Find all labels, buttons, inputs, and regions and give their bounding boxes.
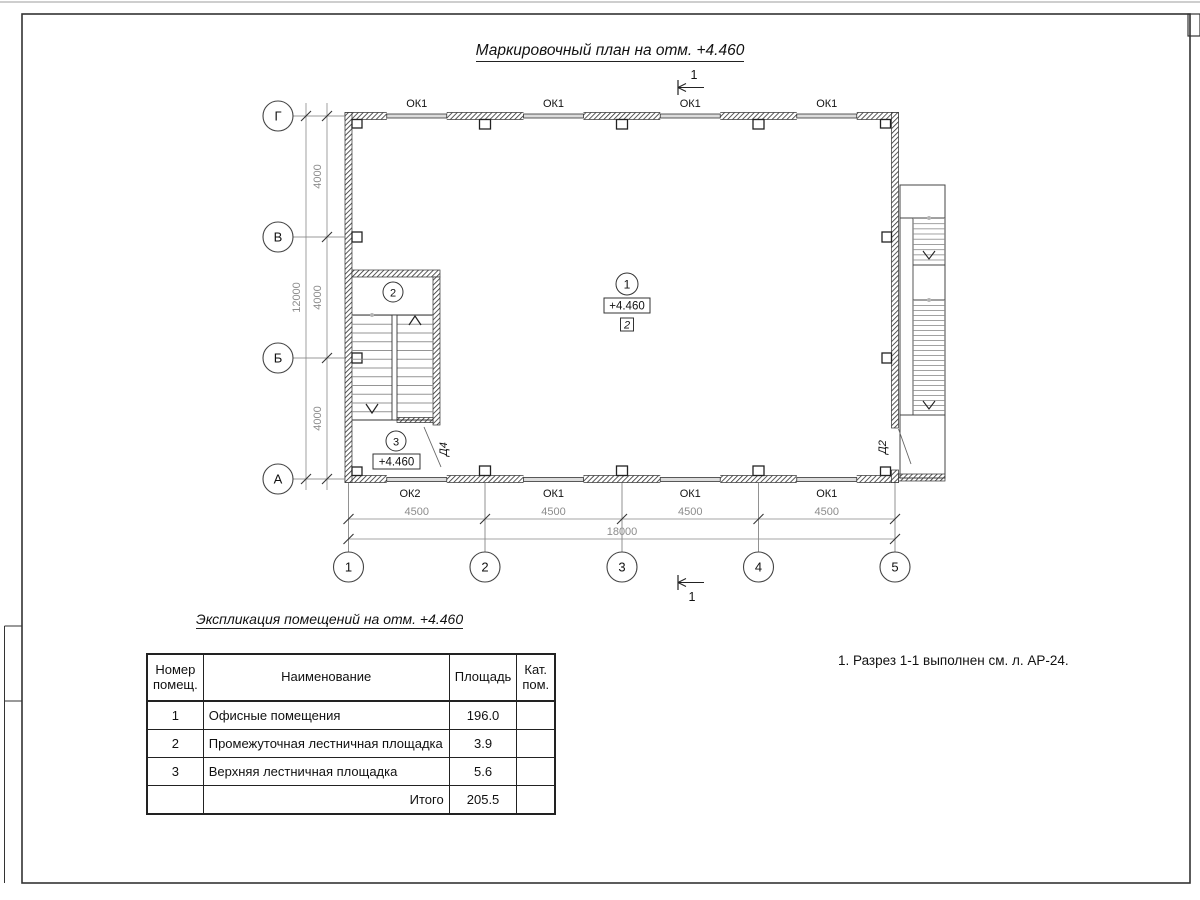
window-label: ОК1 <box>679 98 701 110</box>
table-header-row <box>147 654 555 701</box>
table-row <box>147 758 555 786</box>
room-cat <box>517 701 555 730</box>
room-area: 5.6 <box>449 758 517 786</box>
elevation-mark: +4.460 <box>378 456 415 469</box>
col-header-name: Наименование <box>203 654 449 701</box>
door-d4-label: Д4 <box>438 442 450 456</box>
total-value: 205.5 <box>449 786 517 815</box>
col-header-area: Площадь <box>449 654 517 701</box>
window-label: ОК1 <box>816 488 838 500</box>
dim-label: 4500 <box>814 506 839 518</box>
row-axes <box>263 101 345 494</box>
dim-label: 4000 <box>312 406 324 431</box>
room-cat <box>517 730 555 758</box>
axis-label: В <box>273 229 283 245</box>
window-label: ОК1 <box>679 488 701 500</box>
window-label: ОК1 <box>542 98 565 110</box>
room-name: Промежуточная лестничная площадка <box>203 730 449 758</box>
drawing-note: 1. Разрез 1-1 выполнен см. л. АР-24. <box>838 653 1069 668</box>
door-d2-label: Д2 <box>877 440 889 454</box>
dim-label: 4500 <box>404 506 429 518</box>
section-number: 1 <box>688 590 696 604</box>
dim-total-label: 18000 <box>606 526 638 538</box>
total-label: Итого <box>203 786 449 815</box>
room-num: 2 <box>147 730 203 758</box>
explication-table <box>146 653 556 815</box>
window-label: ОК1 <box>542 488 565 500</box>
table-total-row <box>147 786 555 815</box>
axis-label: А <box>273 471 283 487</box>
explication-title <box>196 611 463 627</box>
door-d4 <box>424 427 450 467</box>
table-row <box>147 701 555 730</box>
window-label: ОК1 <box>406 98 428 110</box>
section-number: 1 <box>690 68 698 82</box>
room-number: 3 <box>392 436 400 449</box>
table-row <box>147 730 555 758</box>
elevation-mark: +4.460 <box>609 300 645 313</box>
axis-label: Б <box>273 350 283 366</box>
dim-label: 4500 <box>678 506 703 518</box>
room-3-marker <box>373 431 420 469</box>
room-num: 3 <box>147 758 203 786</box>
axis-label: 4 <box>754 559 763 575</box>
room-1-marker <box>604 273 650 332</box>
window-label: ОК2 <box>399 488 421 500</box>
total-cat-empty <box>517 786 555 815</box>
room-2-marker <box>383 282 403 302</box>
axis-label: 2 <box>481 559 489 575</box>
page-title <box>400 42 820 60</box>
axis-label: 5 <box>891 559 899 575</box>
room-number: 2 <box>389 287 397 300</box>
room-num: 1 <box>147 701 203 730</box>
col-header-number: Номер помещ. <box>147 654 203 701</box>
room-name: Верхняя лестничная площадка <box>203 758 449 786</box>
col-header-category: Кат. пом. <box>517 654 555 701</box>
room-area: 3.9 <box>449 730 517 758</box>
room-area: 196.0 <box>449 701 517 730</box>
dim-label: 4000 <box>312 285 324 310</box>
interior-stair <box>352 313 433 420</box>
window-label: ОК1 <box>816 98 838 110</box>
axis-label: 3 <box>618 559 626 575</box>
explication-title-text: Экспликация помещений на отм. +4.460 <box>196 611 464 627</box>
page-title-text: Маркировочный план на отм. +4.460 <box>476 42 745 62</box>
dim-label: 4000 <box>312 164 324 189</box>
dim-total-label: 12000 <box>291 282 303 313</box>
section-mark-bottom <box>678 575 704 604</box>
exterior-stair <box>900 185 945 478</box>
door-d2 <box>877 429 911 464</box>
room-number: 1 <box>623 277 631 292</box>
section-mark-top <box>678 68 704 95</box>
total-empty <box>147 786 203 815</box>
axis-label: Г <box>274 108 282 124</box>
dim-label: 4500 <box>541 506 566 518</box>
floor-type-mark: 2 <box>623 319 631 332</box>
left-dimensions <box>291 103 332 490</box>
axis-label: 1 <box>344 559 353 575</box>
room-cat <box>517 758 555 786</box>
room-name: Офисные помещения <box>203 701 449 730</box>
